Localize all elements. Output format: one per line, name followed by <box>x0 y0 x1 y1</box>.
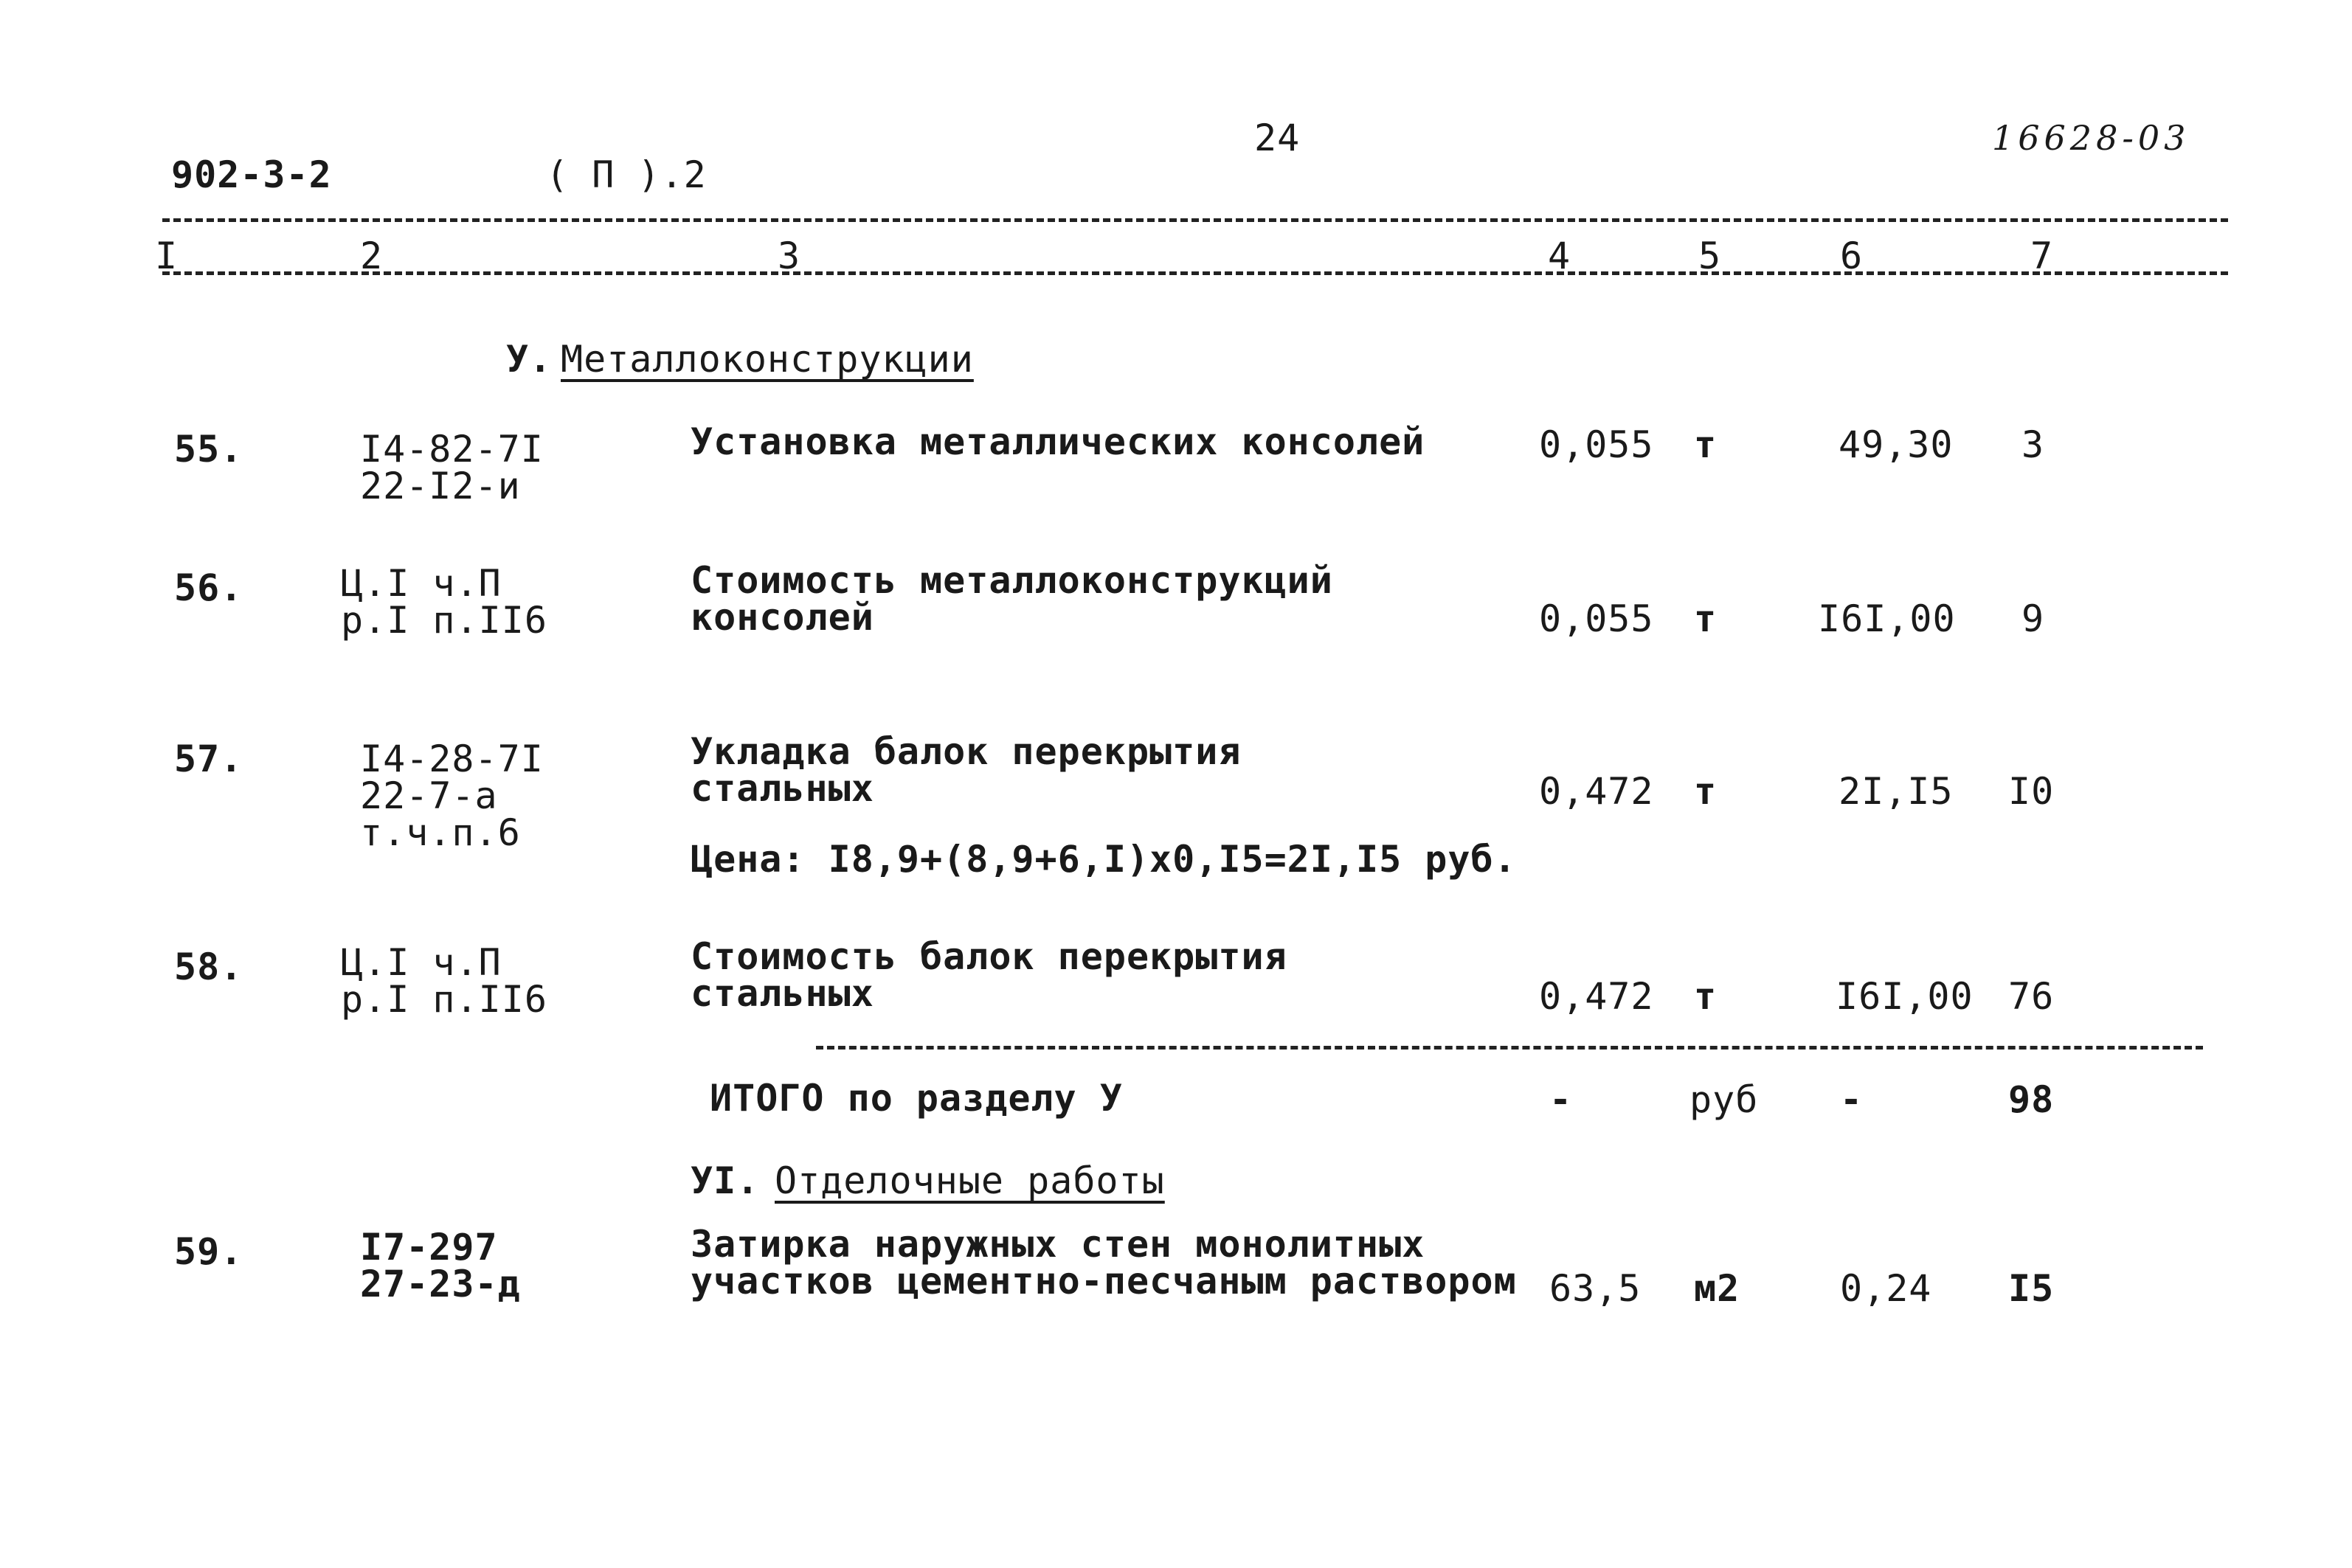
subtotal-quantity: - <box>1549 1078 1573 1121</box>
section-6-prefix: УI. <box>691 1159 760 1202</box>
column-header-6: 6 <box>1840 235 1864 277</box>
row-58-code: Ц.I ч.П р.I п.II6 <box>341 941 547 1021</box>
row-58-quantity: 0,472 <box>1539 975 1654 1018</box>
subtotal-rule <box>816 1046 2203 1050</box>
column-header-3: 3 <box>778 235 801 277</box>
row-56-total: 9 <box>2021 597 2045 640</box>
row-55-number: 55. <box>174 428 243 471</box>
subtotal-price: - <box>1840 1078 1864 1121</box>
row-55-code: I4-82-7I 22-I2-и <box>360 428 544 507</box>
row-58-description: Стоимость балок перекрытия стальных <box>691 935 1287 1015</box>
column-header-2: 2 <box>360 235 384 277</box>
row-57-quantity: 0,472 <box>1539 770 1654 813</box>
row-57-unit: т <box>1694 770 1718 813</box>
header-rule-bottom <box>162 271 2228 275</box>
row-58-unit: т <box>1694 975 1718 1018</box>
row-58-number: 58. <box>174 946 243 988</box>
row-59-quantity: 63,5 <box>1549 1267 1642 1310</box>
header-rule-top <box>162 218 2228 222</box>
column-header-1: I <box>155 235 179 277</box>
document-code: 902-3-2 <box>171 153 332 196</box>
row-57-description: Укладка балок перекрытия стальных <box>691 730 1242 810</box>
row-56-code: Ц.I ч.П р.I п.II6 <box>341 562 547 642</box>
row-59-unit: м2 <box>1694 1267 1740 1310</box>
column-header-5: 5 <box>1698 235 1722 277</box>
section-5-title: Металлоконструкции <box>561 338 974 381</box>
subtotal-total: 98 <box>2008 1078 2055 1121</box>
subtotal-unit: руб <box>1689 1078 1759 1121</box>
row-56-unit: т <box>1694 597 1718 640</box>
row-57-code: I4-28-7I 22-7-а т.ч.п.6 <box>360 738 544 854</box>
row-59-price: 0,24 <box>1840 1267 1932 1310</box>
section-5-prefix: У. <box>506 338 553 381</box>
row-56-description: Стоимость металлоконструкций консолей <box>691 559 1333 639</box>
page-number: 24 <box>1254 117 1301 159</box>
archive-stamp: 16628-03 <box>1992 118 2190 158</box>
row-59-description: Затирка наружных стен монолитных участков цементно-песчаным раствором <box>691 1223 1517 1302</box>
row-57-price-note: Цена: I8,9+(8,9+6,I)x0,I5=2I,I5 руб. <box>691 838 1517 881</box>
row-58-total: 76 <box>2008 975 2055 1018</box>
row-55-quantity: 0,055 <box>1539 423 1654 466</box>
row-56-number: 56. <box>174 566 243 609</box>
row-57-number: 57. <box>174 738 243 780</box>
row-58-price: I6I,00 <box>1836 975 1974 1018</box>
row-55-description: Установка металлических консолей <box>691 420 1425 463</box>
row-56-price: I6I,00 <box>1818 597 1956 640</box>
column-header-4: 4 <box>1548 235 1571 277</box>
row-57-price: 2I,I5 <box>1839 770 1954 813</box>
row-55-total: 3 <box>2021 423 2045 466</box>
row-55-price: 49,30 <box>1839 423 1954 466</box>
section-6-title: Отделочные работы <box>775 1159 1165 1202</box>
row-59-total: I5 <box>2008 1267 2055 1310</box>
row-57-total: I0 <box>2008 770 2055 813</box>
subtotal-label: ИТОГО по разделу У <box>710 1077 1123 1120</box>
column-header-7: 7 <box>2030 235 2054 277</box>
section-mark: ( П ).2 <box>546 153 707 196</box>
row-59-code: I7-297 27-23-д <box>360 1226 521 1305</box>
row-56-quantity: 0,055 <box>1539 597 1654 640</box>
row-55-unit: т <box>1694 423 1718 466</box>
row-59-number: 59. <box>174 1230 243 1273</box>
